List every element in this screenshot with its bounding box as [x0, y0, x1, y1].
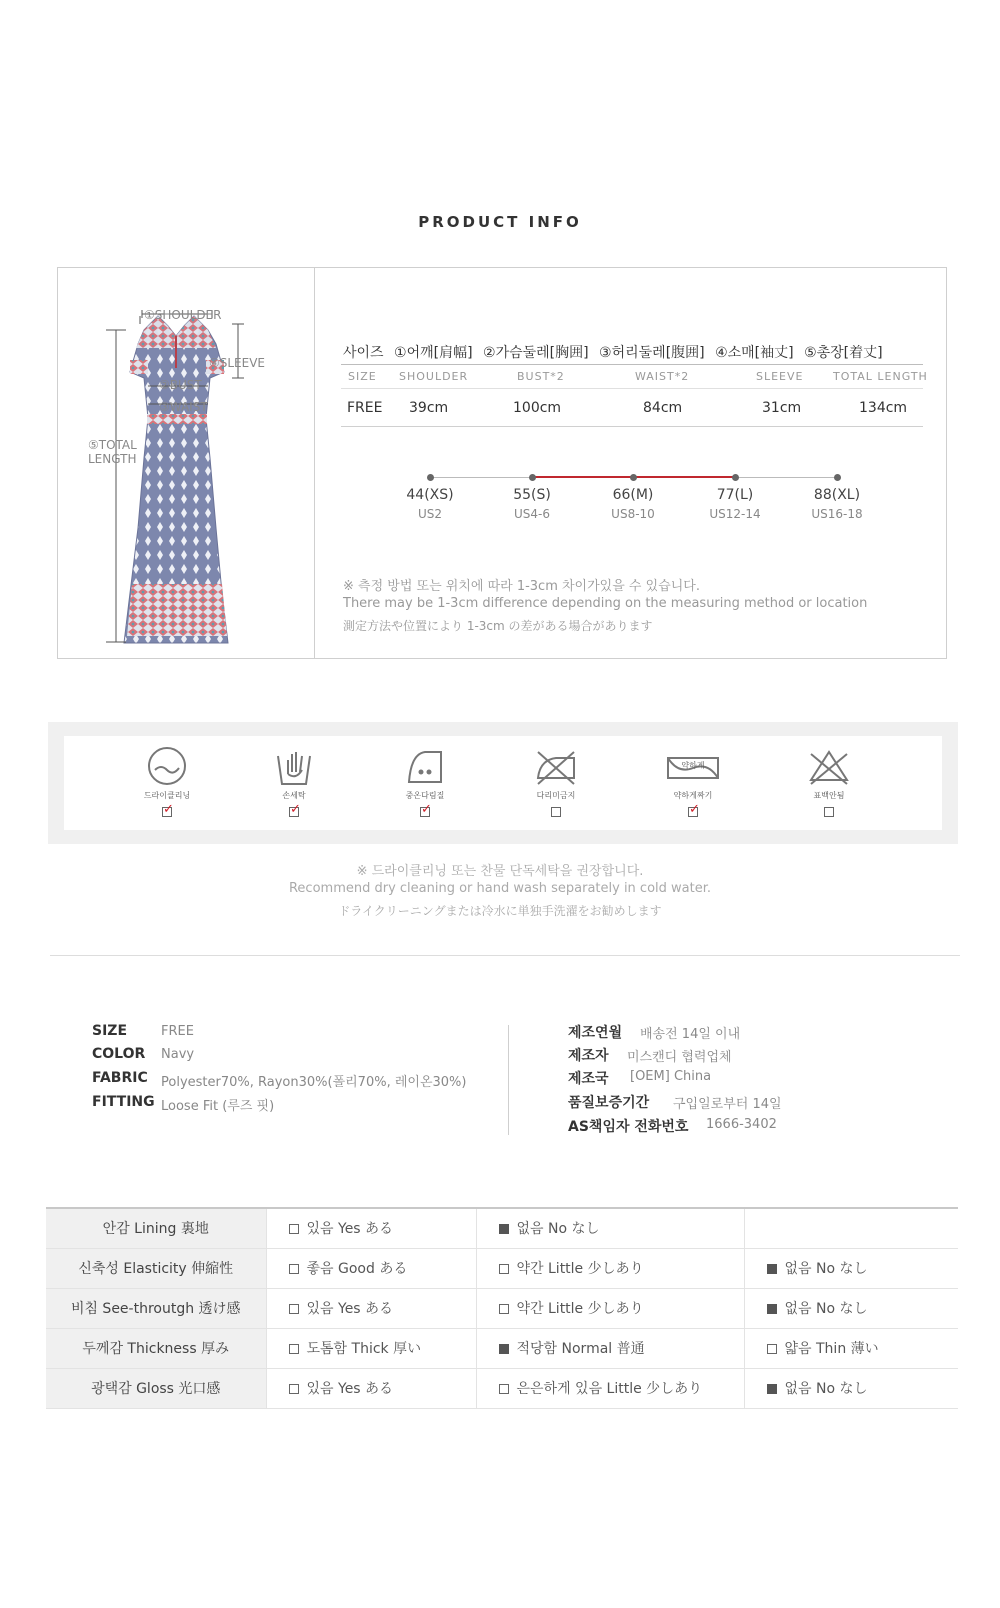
value-bust: 100cm: [513, 400, 562, 416]
care-label: 중온다림질: [405, 791, 445, 800]
scale-us-s: US4-6: [514, 507, 550, 521]
care-checkbox[interactable]: [824, 807, 834, 817]
value-total: 134cm: [859, 400, 908, 416]
care-iron: [385, 744, 465, 821]
option[interactable]: [744, 1288, 958, 1328]
checkbox-empty-icon: [499, 1384, 509, 1394]
page-title: PRODUCT INFO: [418, 213, 582, 231]
option[interactable]: [476, 1368, 744, 1408]
total-length-label-1: ⑤TOTAL: [88, 438, 137, 452]
header-sleeve: ④소매[袖丈]: [715, 345, 794, 361]
table-row: [46, 1248, 958, 1288]
info-key-size: SIZE: [92, 1023, 128, 1039]
total-length-label-2: LENGTH: [88, 452, 137, 466]
scale-dot-l: [732, 474, 739, 481]
row-label-see-through: 비침 See-throutgh 透け感: [46, 1288, 266, 1328]
option-label: 적당함 Normal 普通: [516, 1341, 645, 1357]
care-checkbox[interactable]: [420, 802, 432, 817]
table-row: [46, 1368, 958, 1408]
section-separator: [50, 955, 960, 956]
scale-dot-xs: [427, 474, 434, 481]
checkbox-empty-icon: [289, 1384, 299, 1394]
checkbox-empty-icon: [289, 1224, 299, 1234]
sub-bust: BUST*2: [517, 370, 565, 383]
care-note-en: Recommend dry cleaning or hand wash separately in cold water.: [288, 881, 711, 896]
option-label: 좋음 Good ある: [306, 1261, 408, 1277]
check-mark-icon: ✓: [689, 802, 700, 817]
sub-sleeve: SLEEVE: [756, 370, 804, 383]
option-label: 은은하게 있음 Little 少しあり: [516, 1381, 703, 1397]
care-checkbox[interactable]: [551, 807, 561, 817]
header-shoulder: ①어깨[肩幅]: [394, 345, 473, 361]
info-value-size: FREE: [161, 1024, 194, 1039]
scale-dot-xl: [834, 474, 841, 481]
iron-medium-icon: [403, 744, 447, 788]
checkbox-filled-icon: [767, 1384, 777, 1394]
care-label: 다리미금지: [536, 791, 576, 800]
checkbox-empty-icon: [289, 1264, 299, 1274]
no-iron-icon: [534, 744, 578, 788]
care-checkbox[interactable]: [289, 802, 301, 817]
checkbox-empty-icon: [499, 1264, 509, 1274]
scale-label-xs: 44(XS): [406, 487, 454, 503]
care-label: 손세탁: [282, 791, 306, 800]
check-mark-icon: ✓: [421, 802, 432, 817]
info-value-fitting: Loose Fit (루즈 핏): [161, 1099, 275, 1114]
care-no-iron: [516, 744, 596, 821]
gentle-wash-text: 약하게: [681, 761, 705, 770]
info-key-as-contact: AS책임자 전화번호: [568, 1119, 689, 1135]
care-checkbox[interactable]: [162, 802, 174, 817]
header-rule: [341, 364, 923, 365]
value-sleeve: 31cm: [762, 400, 802, 416]
row-label-gloss: 광택감 Gloss 光口感: [46, 1368, 266, 1408]
info-value-country: [OEM] China: [630, 1069, 712, 1084]
option[interactable]: [476, 1208, 744, 1248]
table-row: [46, 1328, 958, 1368]
option-label: 있음 Yes ある: [306, 1381, 394, 1397]
bust-label: ②BUST: [159, 378, 202, 392]
scale-dot-m: [630, 474, 637, 481]
info-key-manufacture-date: 제조연월: [568, 1025, 623, 1041]
care-label: 드라이클리닝: [143, 791, 191, 800]
table-row: [46, 1288, 958, 1328]
fabric-table: [46, 1207, 958, 1409]
option-label: 있음 Yes ある: [306, 1221, 394, 1238]
value-size: FREE: [347, 400, 383, 416]
info-divider: [508, 1025, 509, 1135]
checkbox-filled-icon: [499, 1224, 509, 1234]
checkbox-filled-icon: [767, 1304, 777, 1314]
option[interactable]: [266, 1368, 476, 1408]
info-key-manufacturer: 제조자: [568, 1048, 609, 1064]
row-label-lining: 안감 Lining 裏地: [46, 1208, 266, 1248]
option-label: 약간 Little 少しあり: [516, 1261, 644, 1277]
value-waist: 84cm: [643, 400, 683, 416]
scale-label-l: 77(L): [716, 487, 754, 503]
option[interactable]: [744, 1248, 958, 1288]
scale-us-xl: US16-18: [811, 507, 863, 521]
dress-illustration: [58, 268, 314, 658]
value-rule: [341, 426, 923, 427]
header-waist: ③허리둘레[腹囲]: [599, 345, 705, 361]
option-label: 없음 No なし: [784, 1301, 868, 1317]
care-hand-wash: [254, 744, 334, 821]
option-label: 약간 Little 少しあり: [516, 1301, 644, 1317]
no-bleach-icon: [807, 744, 851, 788]
scale-us-xs: US2: [417, 507, 443, 521]
option[interactable]: [266, 1248, 476, 1288]
option-label: 있음 Yes ある: [306, 1301, 394, 1317]
sub-shoulder: SHOULDER: [399, 370, 469, 383]
size-note-ko: ※ 측정 방법 또는 위치에 따라 1-3cm 차이가있을 수 있습니다.: [343, 579, 700, 594]
care-gentle-wash: [653, 744, 733, 821]
option-empty: [744, 1208, 958, 1248]
info-value-warranty: 구입일로부터 14일: [673, 1097, 782, 1112]
option[interactable]: [266, 1288, 476, 1328]
info-key-warranty: 품질보증기간: [568, 1095, 650, 1111]
info-key-color: COLOR: [92, 1046, 146, 1062]
checkbox-empty-icon: [499, 1304, 509, 1314]
gentle-wash-icon: [664, 744, 722, 788]
sub-size: SIZE: [348, 370, 377, 383]
option[interactable]: [476, 1248, 744, 1288]
checkbox-empty-icon: [767, 1344, 777, 1354]
header-size: 사이즈: [343, 345, 384, 361]
checkbox-filled-icon: [767, 1264, 777, 1274]
info-value-color: Navy: [161, 1047, 195, 1062]
option-label: 없음 No なし: [784, 1381, 868, 1397]
option[interactable]: [266, 1208, 476, 1248]
scale-label-m: 66(M): [612, 487, 654, 503]
scale-us-m: US8-10: [611, 507, 655, 521]
sub-header-rule: [341, 388, 923, 389]
care-checkbox[interactable]: [688, 802, 700, 817]
hand-wash-icon: [272, 744, 316, 788]
check-mark-icon: ✓: [163, 802, 174, 817]
checkbox-empty-icon: [289, 1344, 299, 1354]
option[interactable]: [744, 1368, 958, 1408]
option-label: 없음 No なし: [784, 1261, 868, 1277]
scale-dot-s: [529, 474, 536, 481]
row-label-elasticity: 신축성 Elasticity 伸縮性: [46, 1248, 266, 1288]
option[interactable]: [266, 1328, 476, 1368]
info-value-manufacture-date: 배송전 14일 이내: [640, 1027, 741, 1042]
size-panel-divider: [314, 267, 315, 659]
option[interactable]: [744, 1328, 958, 1368]
option[interactable]: [476, 1288, 744, 1328]
value-shoulder: 39cm: [409, 400, 449, 416]
option[interactable]: [476, 1328, 744, 1368]
care-dry-clean: [127, 744, 207, 821]
size-note-ja: 測定方法や位置により 1-3cm の差がある場合があります: [343, 619, 653, 633]
option-label: 없음 No なし: [516, 1221, 600, 1238]
scale-label-xl: 88(XL): [813, 487, 861, 503]
checkbox-filled-icon: [499, 1344, 509, 1354]
waist-label: ③WAIST: [159, 400, 208, 414]
care-label: 약하게짜기: [673, 791, 713, 800]
info-value-as-contact: 1666-3402: [706, 1117, 777, 1132]
sub-waist: WAIST*2: [635, 370, 690, 383]
option-label: 얇음 Thin 薄い: [784, 1341, 879, 1357]
sleeve-label: ④SLEEVE: [209, 356, 266, 370]
shoulder-label: ①SHOULDER: [144, 308, 222, 322]
checkbox-empty-icon: [289, 1304, 299, 1314]
care-note-ko: ※ 드라이클리닝 또는 찬물 단독세탁을 권장합니다.: [356, 864, 644, 879]
check-mark-icon: ✓: [290, 802, 301, 817]
dry-clean-icon: [145, 744, 189, 788]
scale-us-l: US12-14: [709, 507, 761, 521]
care-no-bleach: [789, 744, 869, 821]
care-note-ja: ドライクリーニングまたは冷水に単独手洗濯をお勧めします: [338, 904, 662, 918]
info-key-country: 제조국: [568, 1071, 609, 1087]
option-label: 도톰함 Thick 厚い: [306, 1341, 422, 1357]
size-note-en: There may be 1-3cm difference depending on the measuring method or location: [343, 596, 868, 611]
header-bust: ②가슴둘레[胸囲]: [483, 345, 589, 361]
info-key-fabric: FABRIC: [92, 1070, 148, 1086]
sub-total: TOTAL LENGTH: [833, 370, 928, 383]
care-label: 표백안됨: [813, 791, 845, 800]
scale-label-s: 55(S): [513, 487, 551, 503]
row-label-thickness: 두께감 Thickness 厚み: [46, 1328, 266, 1368]
info-key-fitting: FITTING: [92, 1094, 155, 1110]
info-value-fabric: Polyester70%, Rayon30%(폴리70%, 레이온30%): [161, 1075, 467, 1090]
size-table-header: [343, 342, 889, 362]
table-row: [46, 1208, 958, 1248]
header-total: ⑤총장[着丈]: [804, 345, 883, 361]
info-value-manufacturer: 미스캔디 협력업체: [627, 1050, 732, 1065]
